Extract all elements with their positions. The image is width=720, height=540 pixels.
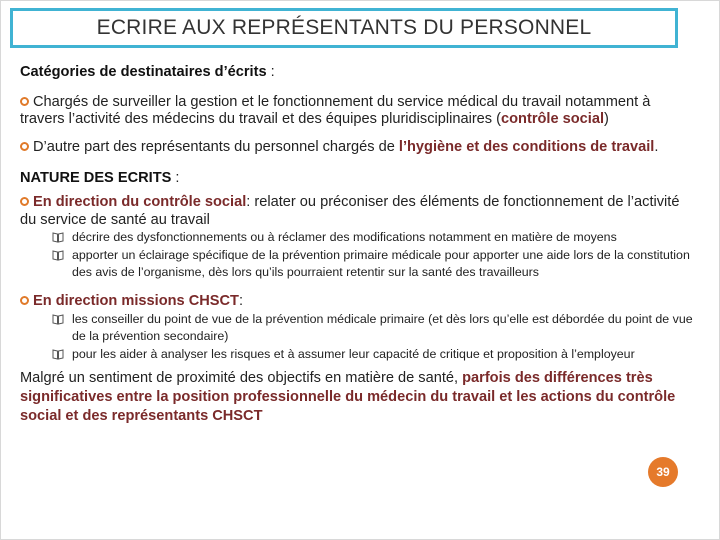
section1-item-2-text-b: .: [654, 138, 659, 155]
section2-item-2: [20, 293, 695, 311]
section2-heading-line: [20, 170, 695, 188]
book-icon: [52, 348, 64, 360]
section1-heading-colon: :: [266, 64, 275, 80]
conclusion-text: Malgré un sentiment de proximité des objectifs en matière de santé,: [20, 370, 463, 387]
section2-heading: NATURE DES ECRITS: [20, 170, 172, 187]
conclusion-accent: parfois des différences très significatives entre la position professionnelle du médecin du travail et les actions du contrôle social et des représentants CHSCT: [20, 370, 676, 425]
section1-item-2-accent: l’hygiène et des conditions de travail: [398, 138, 655, 155]
section1-item-1-text-b: ): [604, 111, 609, 128]
section2-item-2-sub-2-text: pour les aider à analyser les risques et à assumer leur capacité de critique et proposition à l’employeur: [72, 346, 635, 361]
book-icon: [52, 249, 64, 261]
title-box: [10, 8, 678, 48]
section1-heading-line: [20, 64, 695, 82]
page-number-badge: 39: [648, 457, 678, 487]
section1-item-1: [20, 94, 695, 129]
circle-bullet-icon: [20, 296, 29, 305]
section2-item-1-sub-1: [20, 229, 695, 246]
book-icon: [52, 313, 64, 325]
section2-item-1-sub-2: [20, 247, 695, 282]
circle-bullet-icon: [20, 97, 29, 106]
section2-item-2-sub-1-text: les conseiller du point de vue de la prévention médicale primaire (et dès lors qu’elle est débordée du point de vue de la prévention secondaire): [72, 311, 693, 344]
section2-item-1: [20, 194, 695, 229]
slide-content: [20, 64, 695, 426]
section2-item-2-text: :: [238, 293, 244, 310]
section2-item-2-sub-1: [20, 311, 695, 346]
section2-item-1-accent: En direction du contrôle social: [33, 193, 247, 210]
circle-bullet-icon: [20, 197, 29, 206]
section2-item-1-sub-2-text: apporter un éclairage spécifique de la prévention primaire médicale pour apporter une aide lors de la constitution des avis de l’organisme, dès lors qu’ils pourraient retentir sur la santé des travailleurs: [72, 247, 690, 279]
section1-item-2: [20, 139, 695, 157]
section2-item-1-sub-1-text: décrire des dysfonctionnements ou à réclamer des modifications notamment en matière de moyens: [72, 230, 617, 245]
page-title: ECRIRE AUX REPRÉSENTANTS DU PERSONNEL: [96, 16, 592, 39]
section1-item-2-text-a: D’autre part des représentants du personnel chargés de: [33, 138, 399, 155]
section2-item-2-accent: En direction missions CHSCT: [33, 293, 239, 310]
section1-item-1-text-a: Chargés de surveiller la gestion et le fonctionnement du service médical du travail notamment à travers l’activité des médecins du travail et des équipes pluridisciplinaires (: [20, 93, 651, 128]
section2-item-2-sub-2: [20, 346, 695, 363]
circle-bullet-icon: [20, 142, 29, 151]
section2-item-1-text: : relater ou préconiser des éléments de fonctionnement de l’activité du service de santé au travail: [20, 193, 680, 228]
section2-heading-colon: :: [171, 170, 180, 187]
section1-item-1-accent: contrôle social: [501, 111, 605, 128]
book-icon: [52, 231, 64, 243]
section1-heading: Catégories de destinataires d’écrits: [20, 64, 267, 80]
conclusion: [20, 369, 695, 426]
